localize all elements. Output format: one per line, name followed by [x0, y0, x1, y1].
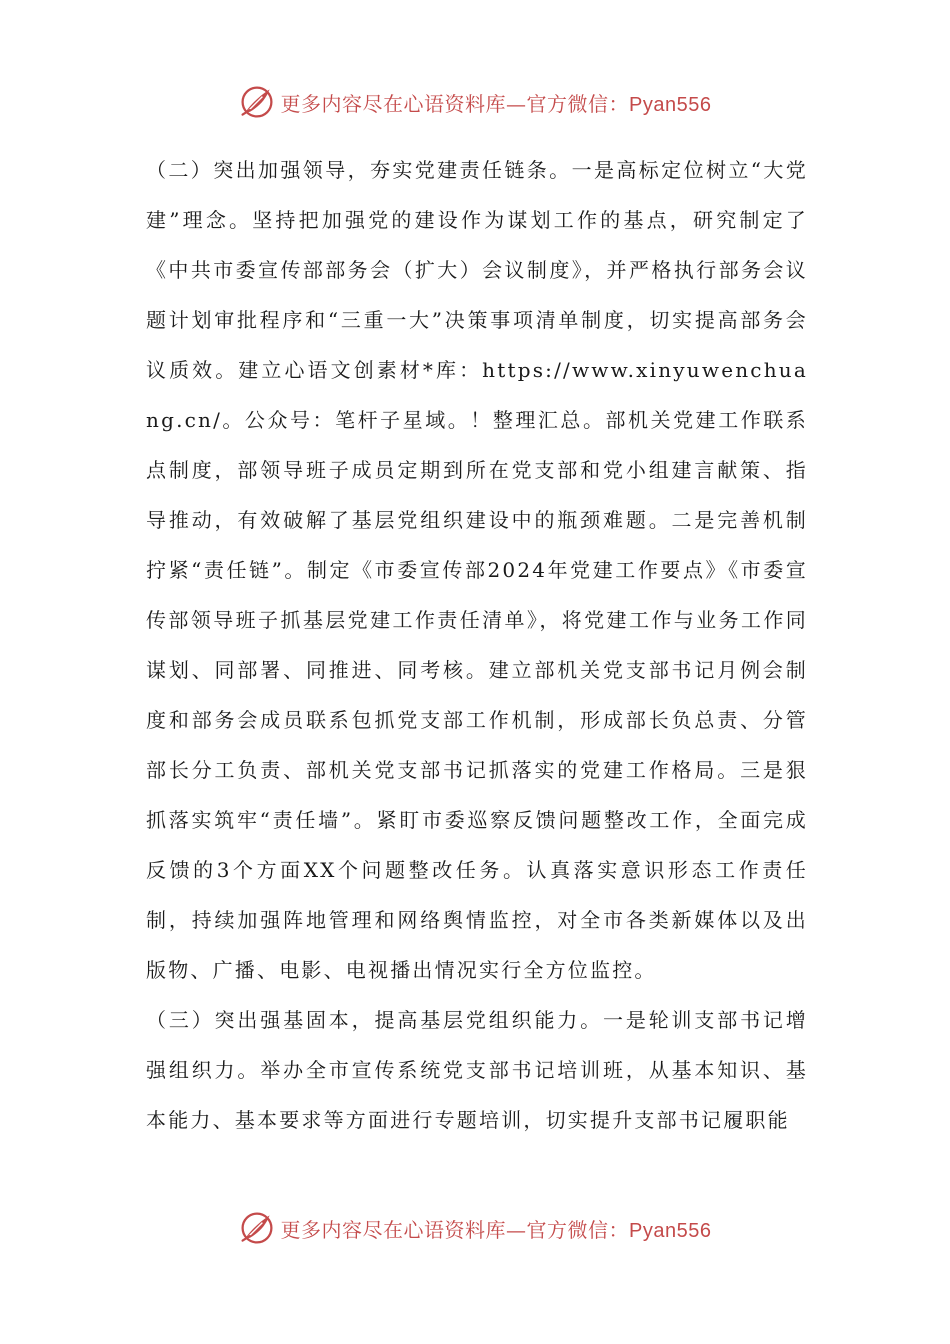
footer-watermark-text: 更多内容尽在心语资料库—官方微信：Pyan556 [280, 1217, 712, 1242]
header-wechat-id: Pyan556 [629, 93, 712, 116]
footer-watermark-banner [0, 1210, 950, 1246]
quill-pen-logo-icon [239, 1210, 275, 1246]
header-watermark-text: 更多内容尽在心语资料库—官方微信：Pyan556 [280, 91, 712, 116]
quill-pen-logo-icon [239, 84, 275, 120]
paragraph-section-3: （三）突出强基固本，提高基层党组织能力。一是轮训支部书记增强组织力。举办全市宣传系统党支部书记培训班，从基本知识、基本能力、基本要求等方面进行专题培训，切实提升支部书记履职能 [146, 1008, 808, 1132]
document-body [146, 145, 808, 1145]
footer-wechat-id: Pyan556 [629, 1219, 712, 1242]
paragraph-section-2: （二）突出加强领导，夯实党建责任链条。一是高标定位树立“大党建”理念。坚持把加强党的建设作为谋划工作的基点，研究制定了《中共市委宣传部部务会（扩大）会议制度》，并严格执行部务会议题计划审批程序和“三重一大”决策事项清单制度，切实提高部务会议质效。建立心语文创素材*库：https://www.xinyuwenchuang.cn/。公众号：笔杆子星域。！整理汇总。部机关党建工作联系点制度，部领导班子成员定期到所在党支部和党小组建言献策、指导推动，有效破解了基层党组织建设中的瓶颈难题。二是完善机制拧紧“责任链”。制定《市委宣传部2024年党建工作要点》《市委宣传部领导班子抓基层党建工作责任清单》，将党建工作与业务工作同谋划、同部署、同推进、同考核。建立部机关党支部书记月例会制度和部务会成员联系包抓党支部工作机制，形成部长负总责、分管部长分工负责、部机关党支部书记抓落实的党建工作格局。三是狠抓落实筑牢“责任墙”。紧盯市委巡察反馈问题整改工作，全面完成反馈的3个方面XX个问题整改任务。认真落实意识形态工作责任制，持续加强阵地管理和网络舆情监控，对全市各类新媒体以及出版物、广播、电影、电视播出情况实行全方位监控。 [146, 158, 808, 982]
header-watermark-banner [0, 84, 950, 120]
